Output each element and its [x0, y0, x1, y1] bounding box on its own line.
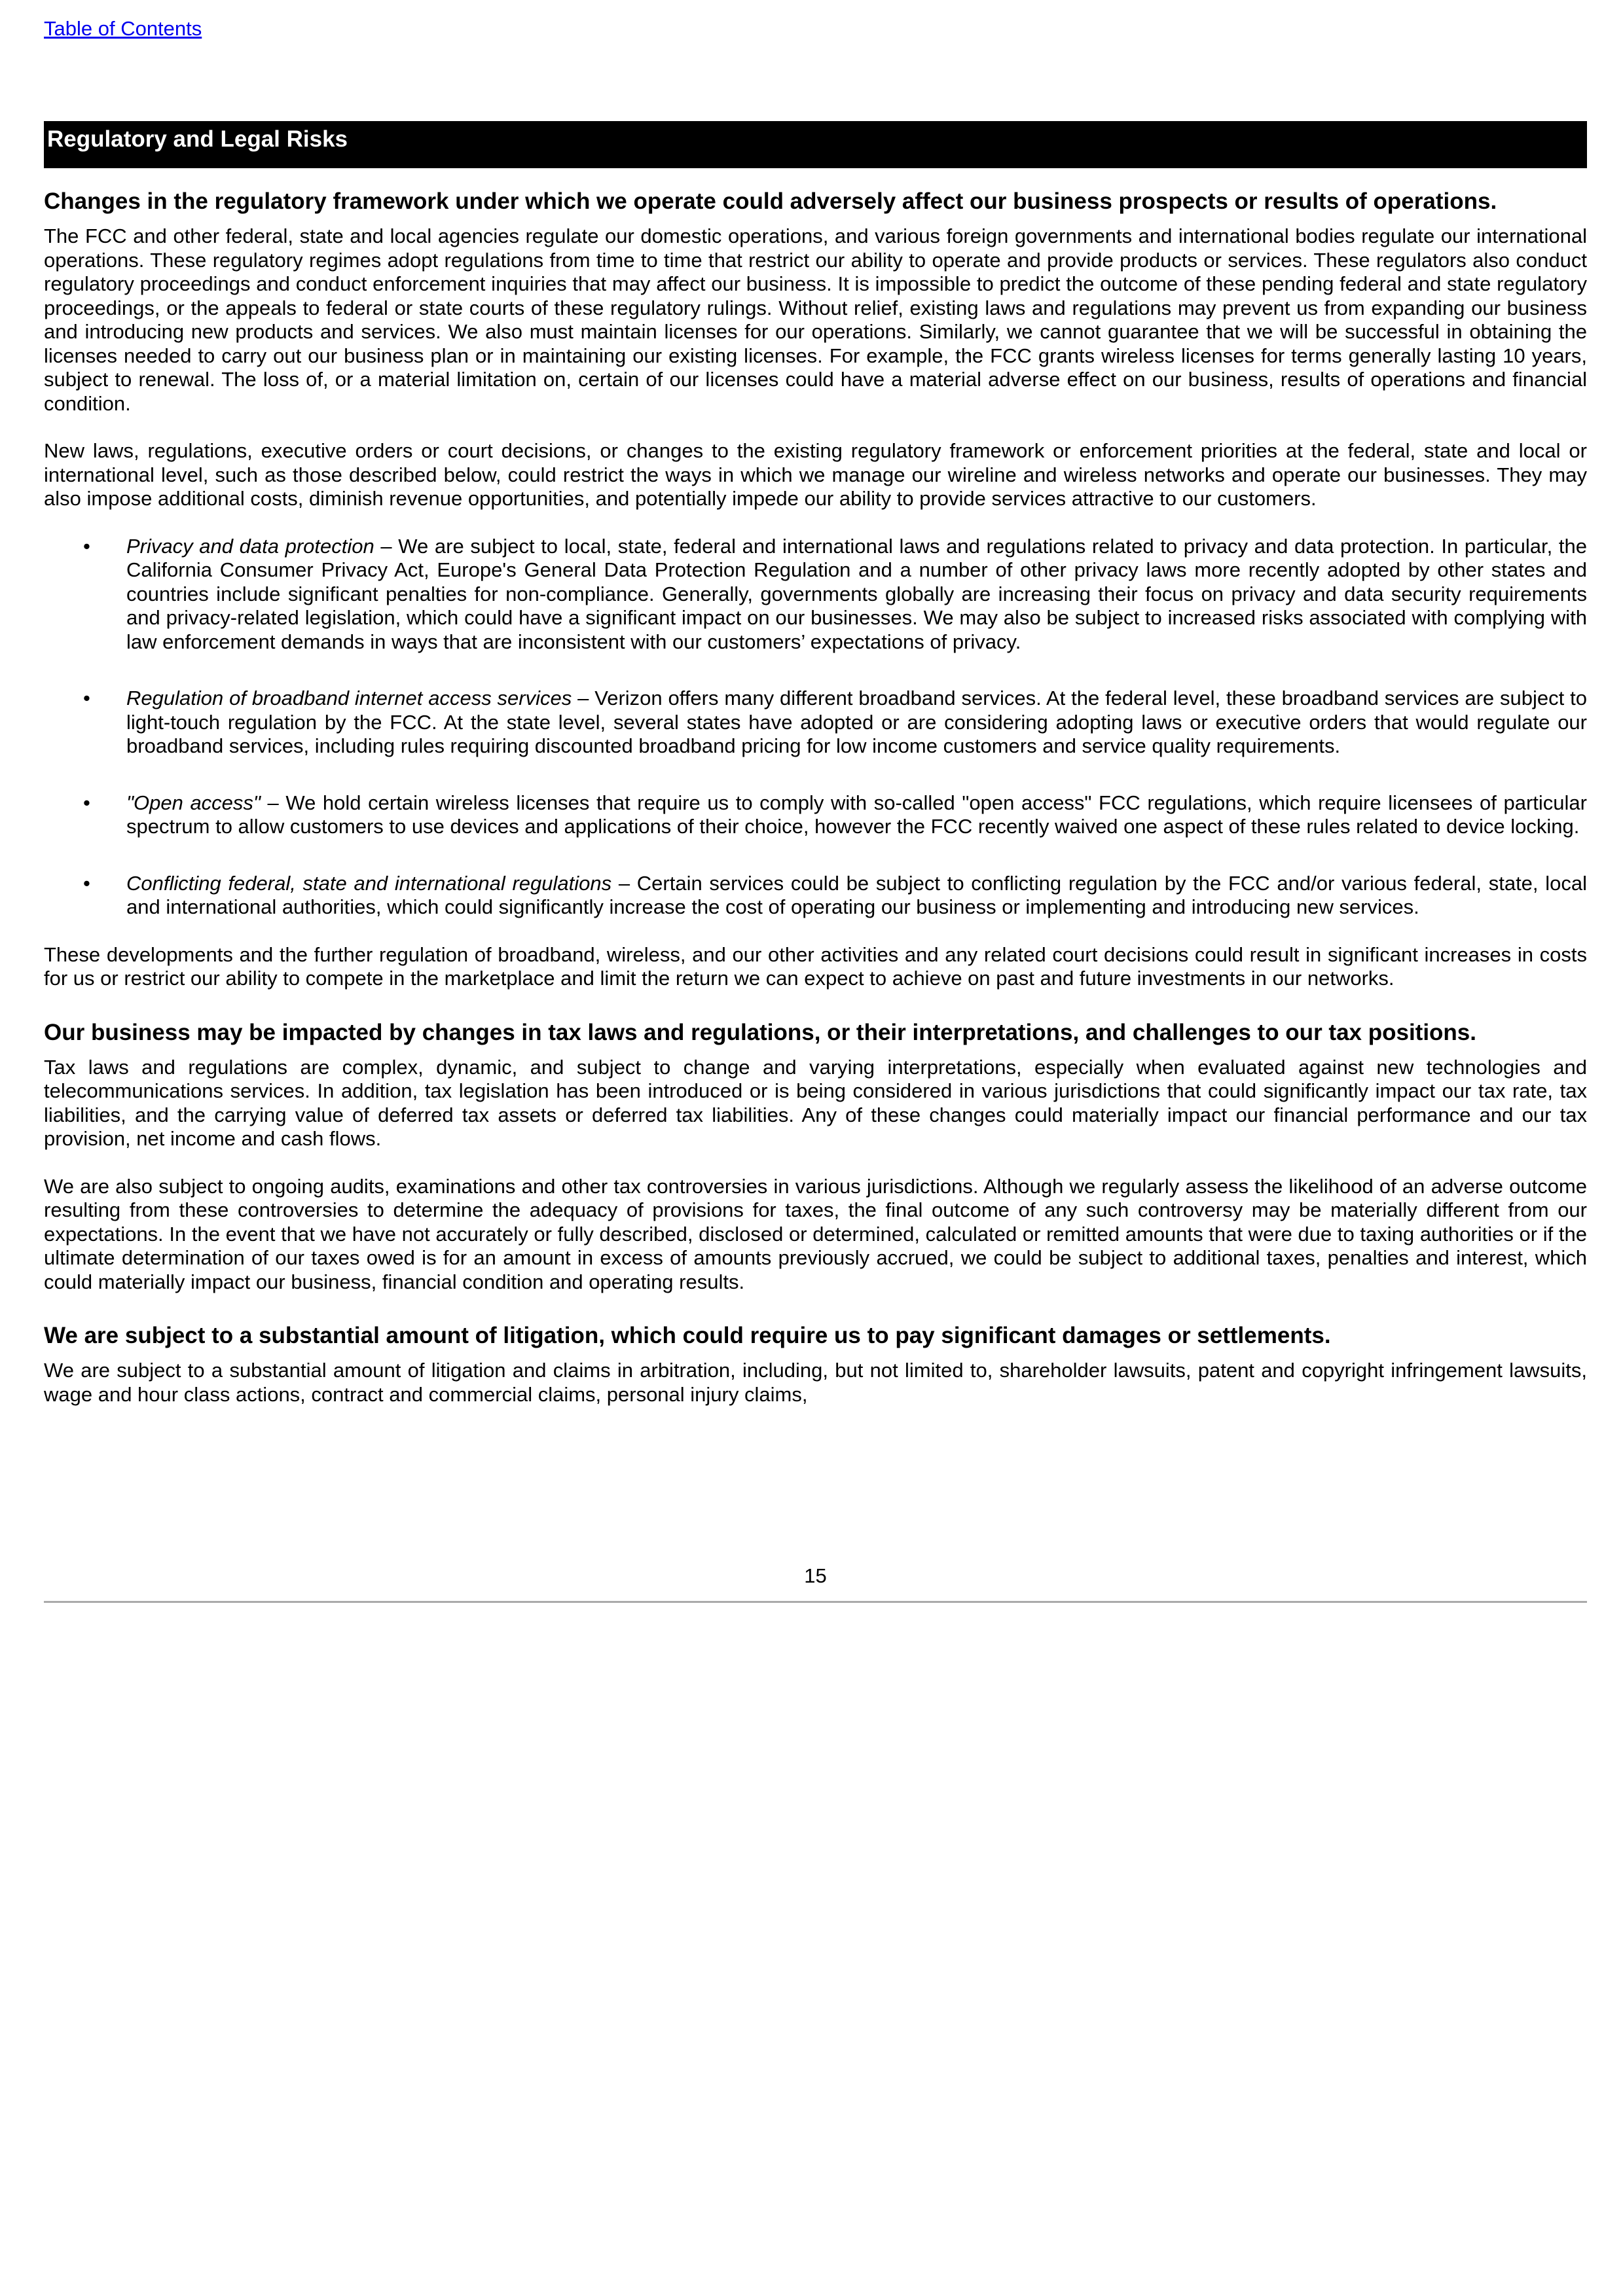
list-item [44, 872, 1587, 920]
section-spacer [44, 991, 1587, 1018]
content-flow [44, 187, 1587, 1407]
paragraph: The FCC and other federal, state and local agencies regulate our domestic operations, and various foreign governments and international bodies regulate our international operations. These regulatory regimes adopt regulations from time to time that restrict our ability to operate and provide products or services. These regulators also conduct regulatory proceedings and conduct enforcement inquiries that may affect our business. It is impossible to predict the outcome of these pending federal and state regulatory proceedings, or the appeals to federal or state courts of these regulatory rulings. Without relief, existing laws and regulations may prevent us from expanding our business and introducing new products and services. We also must maintain licenses for our operations. Similarly, we cannot guarantee that we will be successful in obtaining the licenses needed to carry out our business plan or in maintaining our existing licenses. For example, the FCC grants wireless licenses for terms generally lasting 10 years, subject to renewal. The loss of, or a material limitation on, certain of our licenses could have a material adverse effect on our business, results of operations and financial condition. [44, 224, 1587, 415]
bullet-term: Regulation of broadband internet access services [126, 687, 572, 709]
list-item [44, 535, 1587, 655]
bullet-text: – We hold certain wireless licenses that require us to comply with so-called "open access" FCC regulations, which require licensees of particular spectrum to allow customers to use devices and applications of their choice, however the FCC recently waived one aspect of these rules related to device locking. [126, 791, 1587, 838]
page-number: 15 [804, 1564, 827, 1587]
paragraph: These developments and the further regulation of broadband, wireless, and our other activities and any related court decisions could result in significant increases in costs for us or restrict our ability to compete in the marketplace and limit the return we can expect to achieve on past and future investments in our networks. [44, 942, 1587, 990]
bullet-marker: • [83, 791, 90, 814]
bullet-text: – We are subject to local, state, federal and international laws and regulations related to privacy and data protection. In particular, the California Consumer Privacy Act, Europe's General Data Protection Regulation and a number of other privacy laws more recently adopted by other states and countries include significant penalties for non-compliance. Generally, governments globally are increasing their focus on privacy and data security requirements and privacy-related legislation, which could have a significant impact on our businesses. We may also be subject to increased risks associated with complying with law enforcement demands in ways that are inconsistent with our customers’ expectations of privacy. [126, 534, 1587, 653]
section-title-bar: Regulatory and Legal Risks [44, 121, 1587, 168]
regulation-bullet-list [44, 535, 1587, 920]
bullet-term: "Open access" [126, 791, 261, 814]
risk-heading-regulatory: Changes in the regulatory framework under which we operate could adversely affect our business prospects or results of operations. [44, 188, 1497, 214]
bullet-term: Conflicting federal, state and international regulations [126, 871, 612, 895]
risk-heading-tax: Our business may be impacted by changes in tax laws and regulations, or their interpretations, and challenges to our tax positions. [44, 1019, 1476, 1045]
bullet-marker: • [83, 687, 90, 709]
paragraph: We are also subject to ongoing audits, examinations and other tax controversies in various jurisdictions. Although we regularly assess the likelihood of an adverse outcome resulting from these controversies to determine the adequacy of provisions for taxes, the final outcome of any such controversy may be materially different from our expectations. In the event that we have not accurately or fully described, disclosed or determined, calculated or remitted amounts that were due to taxing authorities or if the ultimate determination of our taxes owed is for an amount in excess of amounts previously accrued, we could be subject to additional taxes, penalties and interest, which could materially impact our business, financial condition and operating results. [44, 1174, 1587, 1293]
section-spacer [44, 1294, 1587, 1321]
bullet-term: Privacy and data protection [126, 534, 374, 558]
paragraph: New laws, regulations, executive orders or court decisions, or changes to the existing regulatory framework or enforcement priorities at the federal, state and local or international level, such as those described below, could restrict the ways in which we manage our wireline and wireless networks and operate our businesses. They may also impose additional costs, diminish revenue opportunities, and potentially impede our ability to provide services attractive to our customers. [44, 439, 1587, 510]
footer-divider [44, 1601, 1587, 1603]
list-item [44, 791, 1587, 839]
paragraph: We are subject to a substantial amount of litigation and claims in arbitration, including, but not limited to, shareholder lawsuits, patent and copyright infringement lawsuits, wage and hour class actions, contract and commercial claims, personal injury claims, [44, 1359, 1587, 1406]
bullet-text: – Verizon offers many different broadband services. At the federal level, these broadband services are subject to light-touch regulation by the FCC. At the state level, several states have adopted or are considering adopting laws or executive orders that would regulate our broadband services, including rules requiring discounted broadband pricing for low income customers and service quality requirements. [126, 687, 1587, 757]
table-of-contents-link[interactable]: Table of Contents [44, 17, 202, 40]
bullet-marker: • [83, 871, 90, 895]
paragraph: Tax laws and regulations are complex, dynamic, and subject to change and varying interpretations, especially when evaluated against new technologies and telecommunications services. In addition, tax legislation has been introduced or is being considered in various jurisdictions that could significantly impact our tax rate, tax liabilities, and the carrying value of deferred tax assets or deferred tax liabilities. Any of these changes could materially impact our financial performance and our tax provision, net income and cash flows. [44, 1055, 1587, 1150]
bullet-text: – Certain services could be subject to conflicting regulation by the FCC and/or various federal, state, local and international authorities, which could significantly increase the cost of operating our business or implementing and introducing new services. [126, 871, 1587, 918]
bullet-marker: • [83, 534, 90, 558]
list-item [44, 687, 1587, 759]
risk-heading-litigation: We are subject to a substantial amount of litigation, which could require us to pay significant damages or settlements. [44, 1323, 1331, 1348]
